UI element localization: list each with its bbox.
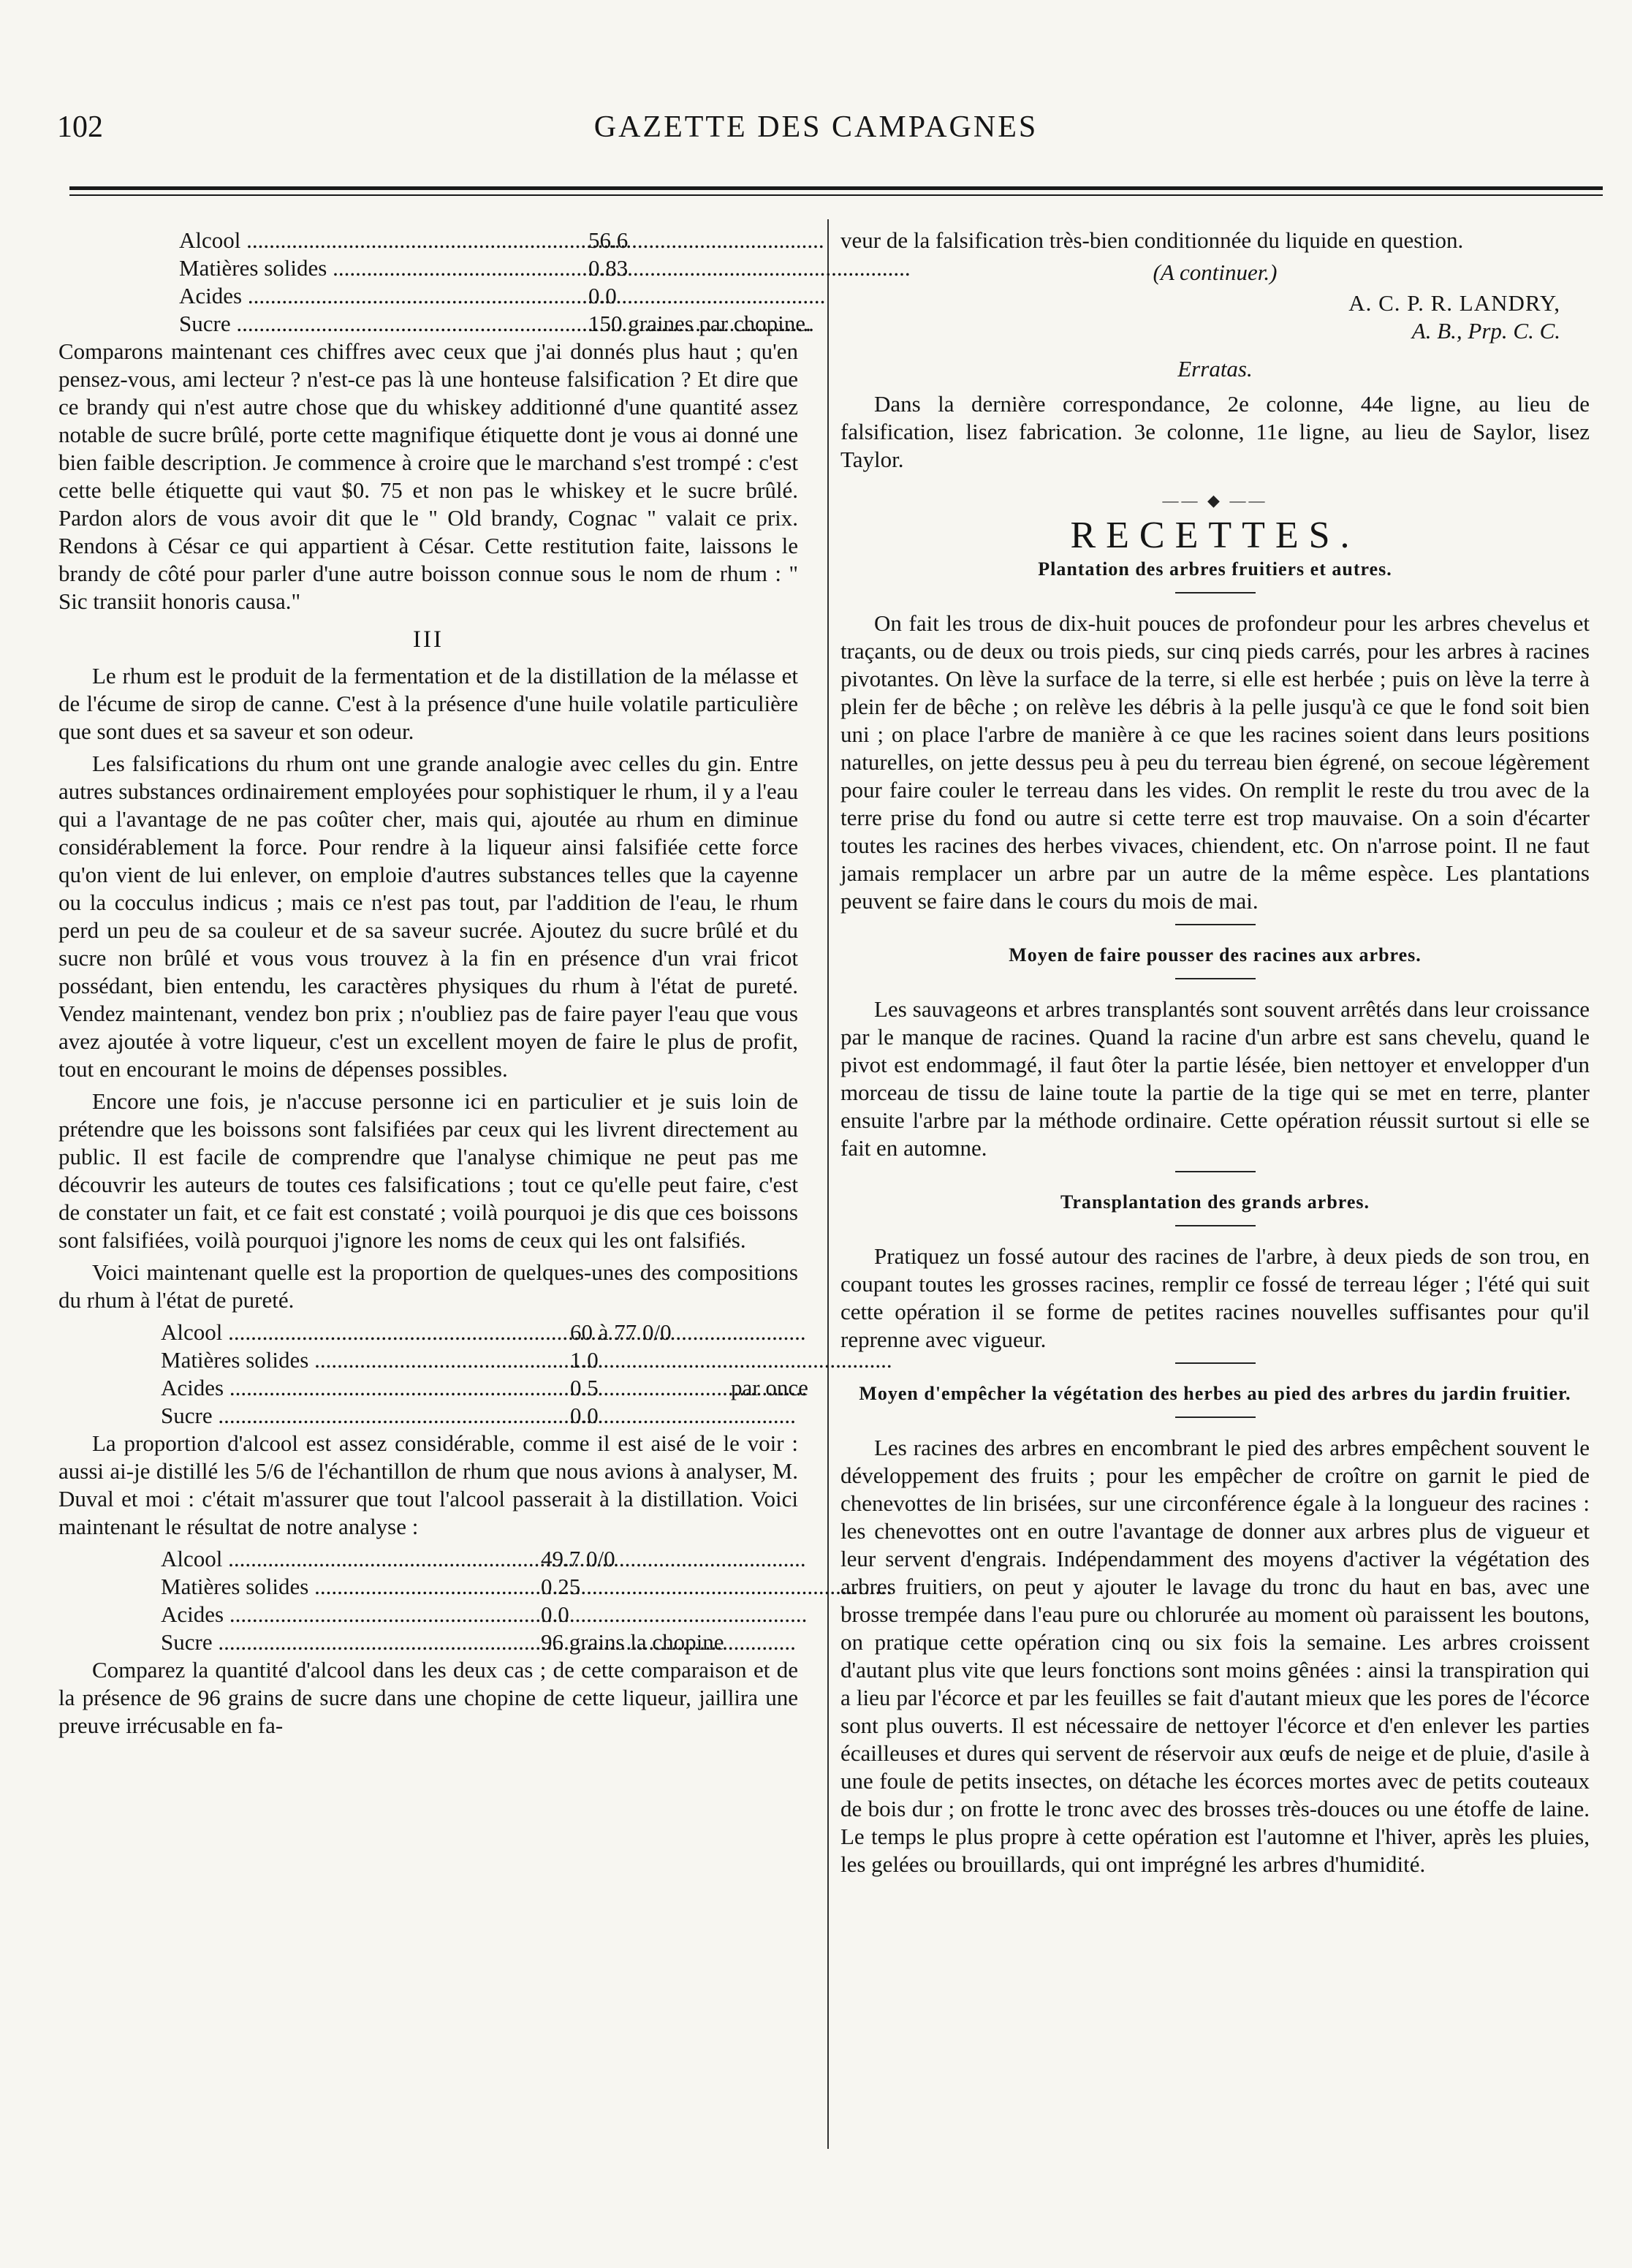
recipe-text: Pratiquez un fossé autour des racines de l'arbre, à deux pieds de son trou, en coupant toutes les grosses racines, remplir ce fossé de terreau léger ; l'été qui suit cette opération il se forme de petites racines nouvelles suffisantes pour qu'il reprenne avec vigueur. [840, 1243, 1590, 1352]
table-unit [687, 1573, 819, 1601]
table-unit [687, 1545, 819, 1573]
short-rule [1175, 592, 1256, 593]
paragraph: Le rhum est le produit de la fermentation et de la distillation de la mélasse et de l'écume de sirop de canne. C'est à la présence d'une huile volatile particulière que sont dues et sa saveur et son odeur. [58, 663, 798, 744]
table-label: Matières solides ..... [161, 1573, 541, 1601]
table-label: Acides ..... [161, 1601, 541, 1628]
paragraph: Comparez la quantité d'alcool dans les deux cas ; de cette comparaison et de la présence de 96 grains de sucre dans une chopine de cette liqueur, jaillira une preuve irrécusable en fa- [58, 1657, 798, 1738]
recipe-title: Moyen de faire pousser des racines aux arbres. [1009, 944, 1422, 966]
table-label: Alcool ..... [161, 1319, 570, 1346]
table-unit [687, 1601, 819, 1628]
table-unit [687, 1628, 819, 1656]
table-label: Acides ..... [179, 282, 588, 310]
composition-table-1 [179, 227, 811, 338]
recipe-title: Moyen d'empêcher la végétation des herbes au pied des arbres du jardin fruitier. [859, 1383, 1571, 1404]
table-value: 1.0 [570, 1347, 599, 1373]
table-unit [731, 1402, 808, 1430]
short-rule [1175, 1171, 1256, 1172]
column-divider [827, 219, 829, 2149]
table-unit [749, 227, 808, 254]
recipe-title: Transplantation des grands arbres. [1060, 1191, 1370, 1213]
author-credentials: A. B., Prp. C. C. [1411, 318, 1560, 344]
short-rule [1175, 1362, 1256, 1364]
table-unit [731, 1346, 808, 1374]
table-unit [749, 254, 808, 282]
header-rule [69, 186, 1603, 190]
table-unit [749, 310, 808, 338]
table-label: Sucre ..... [179, 310, 588, 338]
table-value: 0.0 [541, 1601, 569, 1627]
to-be-continued: (A continuer.) [1153, 259, 1278, 285]
short-rule [1175, 924, 1256, 925]
table-unit: par once [731, 1375, 808, 1400]
table-unit [749, 282, 808, 310]
table-label: Acides ..... [161, 1374, 570, 1402]
composition-table-2 [161, 1319, 808, 1430]
table-label: Matières solides ..... [179, 254, 588, 282]
table-unit [731, 1319, 808, 1346]
running-title: GAZETTE DES CAMPAGNES [593, 110, 1039, 144]
paragraph: La proportion d'alcool est assez considérable, comme il est aisé de le voir : aussi ai-je distillé les 5/6 de l'échantillon de rhum que nous avions à analyser, M. Duval et moi : c'était m'assurer que tout l'alcool passerait à la distillation. Voici maintenant le résultat de notre analyse : [58, 1430, 798, 1539]
table-value: 60 à 77 0/0 [570, 1319, 672, 1345]
errata-text: Dans la dernière correspondance, 2e colonne, 44e ligne, au lieu de falsification, lisez fabrication. 3e colonne, 11e ligne, au lieu de Saylor, lisez Taylor. [840, 391, 1590, 472]
paragraph: Les falsifications du rhum ont une grande analogie avec celles du gin. Entre autres substances ordinairement employées pour sophistiquer le rhum, il y a l'eau qui a l'avantage de ne pas coûter cher, mais qui, ajoutée au rhum en diminue considérablement la force. Pour rendre à la liqueur ainsi falsifiée cette force qu'on vient de lui enlever, on emploie d'autres substances telles que la cayenne ou la cocculus indicus ; mais ce n'est pas tout, par l'addition de l'eau, le rhum perd un peu de sa couleur et de sa saveur sucrée. Ajoutez du sucre brûlé et du sucre non brûlé et vous vous trouvez à la fin en présence d'un vrai fricot possédant, bien entendu, les caractères physiques du rhum à l'état de pureté. Vendez maintenant, vendez bon prix ; n'oubliez pas de faire payer l'eau que vous avez ajoutée à votre liqueur, c'est un excellent moyen de faire le plus de profit, tout en encourant le moins de dépenses possibles. [58, 751, 798, 1082]
table-label: Sucre ..... [161, 1402, 570, 1430]
left-column [58, 227, 811, 1744]
table-value: 0.0 [588, 283, 617, 308]
table-label: Matières solides ..... [161, 1346, 570, 1374]
short-rule [1175, 1416, 1256, 1418]
author-signature: A. C. P. R. LANDRY, [1348, 290, 1560, 316]
table-value: 0.0 [570, 1403, 599, 1428]
table-value: 150 graines par chopine. [588, 311, 811, 336]
recipe-text: On fait les trous de dix-huit pouces de profondeur pour les arbres chevelus et traçants, ou de deux ou trois pieds, sur cinq pieds carrés, pour les arbres à racines pivotantes. On lève la surface de la terre, si elle est herbée ; puis on lève la terre à plein fer de bêche ; on relève les débris à la pelle jusqu'à ce que le fond soit bien uni ; on place l'arbre de manière à ce que les racines soient dans leurs positions naturelles, on jette dessus peu à peu du terreau bien égrené, on secoue légèrement pour faire couler le terreau dans les vides. On remplit le reste du trou avec de la terre prise du fond ou autre si cette terre est trop mauvaise. On a soin d'écarter toutes les racines des herbes vivaces, chiendent, etc. On n'arrose point. Il ne faut jamais remplacer un arbre par un autre de la même espèce. Les plantations peuvent se faire dans le cours du mois de mai. [840, 610, 1590, 914]
header-rule-thin [69, 194, 1603, 196]
table-value: 0.5 [570, 1375, 599, 1400]
page-number: 102 [57, 110, 103, 144]
section-number: III [413, 626, 444, 653]
table-value: 56.6 [588, 227, 629, 253]
recipe-title: Plantation des arbres fruitiers et autres. [1038, 558, 1392, 580]
composition-table-3 [161, 1545, 819, 1656]
table-value: 49.7 0/0 [541, 1546, 615, 1571]
recipes-heading: RECETTES. [1070, 515, 1360, 556]
paragraph: Comparons maintenant ces chiffres avec ceux que j'ai donnés plus haut ; qu'en pensez-vous, ami lecteur ? n'est-ce pas là une honteuse falsification ? Et dire que ce brandy qui n'est autre chose que du whiskey additionné d'une quantité assez notable de sucre brûlé, porte cette magnifique étiquette dont je vous ai donné une bien faible description. Je commence à croire que le marchand s'est trompé : c'est cette belle étiquette qui vaut $0. 75 et non pas le whiskey et le sucre brûlé. Pardon alors de vous avoir dit que le " Old brandy, Cognac " valait ce prix. Rendons à César ce qui appartient à César. Cette restitution faite, laissons le brandy de côté pour parler d'une autre boisson connue sous le nom de rhum : " Sic transiit honoris causa." [58, 338, 798, 614]
errata-heading: Erratas. [1177, 356, 1253, 382]
paragraph: Voici maintenant quelle est la proportion de quelques-unes des compositions du rhum à l'état de pureté. [58, 1259, 798, 1313]
short-rule [1175, 978, 1256, 979]
table-label: Alcool ..... [179, 227, 588, 254]
right-column [840, 227, 1590, 1883]
paragraph: veur de la falsification très-bien conditionnée du liquide en question. [840, 227, 1464, 253]
ornament-divider: —— ◆ —— [1162, 491, 1268, 509]
table-value: 0.25 [541, 1574, 581, 1599]
recipe-text: Les racines des arbres en encombrant le pied des arbres empêchent souvent le développement des fruits ; pour les empêcher de croître on garnit le pied de chenevottes de lin brisées, sur une circonférence égale à la longueur des racines : les chenevottes ont en outre l'avantage de donner aux arbres plus de vigueur et leur servent d'engrais. Indépendamment des moyens d'activer la végétation des arbres fruitiers, on peut y ajouter le lavage du tronc du haut en bas, avec une brosse trempée dans l'eau pure ou chlorurée au moment où paraissent les boutons, on pratique cette opération cinq ou six fois la semaine. Les arbres croissent d'autant plus vite que leurs fonctions sont moins gênées : ainsi la transpiration qui a lieu par l'écorce et par les feuilles se fait d'autant mieux que les pores de l'écorce sont plus ouverts. Il est nécessaire de nettoyer l'écorce et d'en enlever les parties écailleuses et dures qui servent de réservoir aux œufs de neige et de pluie, d'asile à une foule de petits insectes, on détache les écorces mortes avec de petits couteaux de bois dur ; on frotte le tronc avec des brosses très-douces ou une étoffe de laine. Le temps le plus propre à cette opération est l'automne et l'hiver, après les pluies, les gelées ou brouillards, qui ont imprégné les arbres d'humidité. [840, 1435, 1590, 1877]
table-value: 0.83 [588, 255, 629, 281]
page-header [0, 110, 1632, 153]
table-label: Sucre ..... [161, 1628, 541, 1656]
table-value: 96 grains la chopine [541, 1629, 724, 1655]
table-label: Alcool ..... [161, 1545, 541, 1573]
recipe-text: Les sauvageons et arbres transplantés sont souvent arrêtés dans leur croissance par le manque de racines. Quand la racine d'un arbre est sans chevelu, quand le pivot est endommagé, il faut ôter la partie lésée, bien nettoyer et envelopper d'un morceau de tissu de laine toute la partie de la tige qui se met en terre, planter ensuite l'arbre par la méthode ordinaire. Cette opération réussit surtout si elle se fait en automne. [840, 996, 1590, 1161]
paragraph: Encore une fois, je n'accuse personne ici en particulier et je suis loin de prétendre que les boissons sont falsifiées par ceux qui les livrent directement au public. Il est facile de comprendre que l'analyse chimique ne peut pas me découvrir les auteurs de toutes ces falsifications ; tout ce qu'elle peut faire, c'est de constater un fait, et ce fait est constaté ; voilà pourquoi je dis que ces boissons sont falsifiées, voilà pourquoi j'ignore les noms de ceux qui les ont falsifiés. [58, 1088, 798, 1253]
short-rule [1175, 1225, 1256, 1226]
